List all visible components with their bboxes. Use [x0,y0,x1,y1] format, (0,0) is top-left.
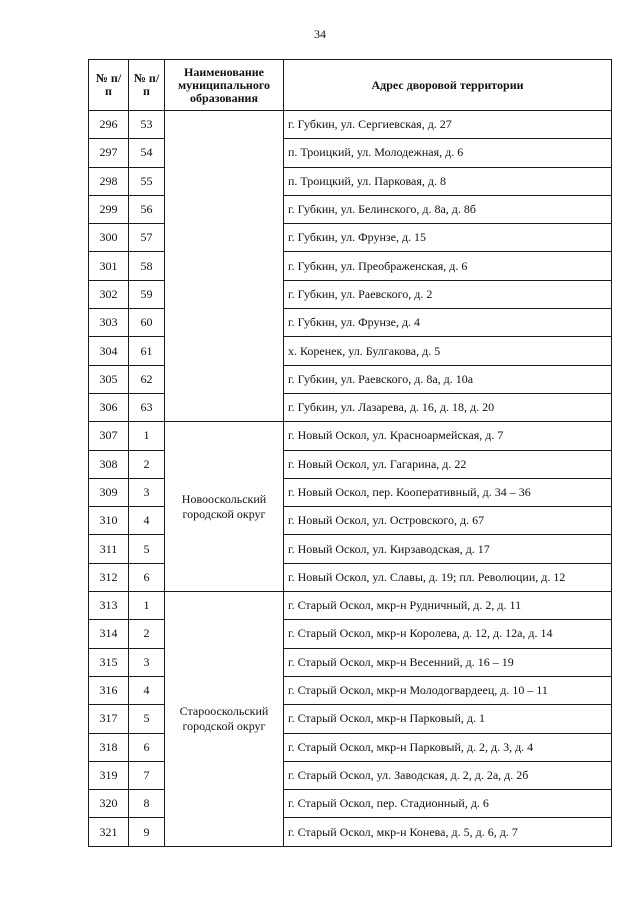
cell-num-overall: 303 [89,309,129,337]
cell-address: г. Новый Оскол, пер. Кооперативный, д. 34 – 36 [284,478,612,506]
cell-num-overall: 301 [89,252,129,280]
cell-num-local: 3 [129,478,165,506]
cell-num-local: 53 [129,111,165,139]
cell-address: г. Губкин, ул. Раевского, д. 8а, д. 10а [284,365,612,393]
cell-address: г. Старый Оскол, мкр-н Парковый, д. 2, д. 3, д. 4 [284,733,612,761]
cell-address: г. Старый Оскол, пер. Стадионный, д. 6 [284,790,612,818]
cell-address: г. Губкин, ул. Лазарева, д. 16, д. 18, д. 20 [284,393,612,421]
cell-num-overall: 321 [89,818,129,846]
cell-address: п. Троицкий, ул. Молодежная, д. 6 [284,139,612,167]
cell-num-overall: 317 [89,705,129,733]
cell-num-overall: 300 [89,224,129,252]
table-row [89,422,612,450]
cell-num-local: 1 [129,592,165,620]
cell-num-local: 61 [129,337,165,365]
cell-municipality: Новооскольский городской округ [165,422,284,592]
table-row [89,592,612,620]
cell-num-local: 63 [129,393,165,421]
cell-num-local: 5 [129,705,165,733]
cell-num-overall: 311 [89,535,129,563]
cell-address: г. Новый Оскол, ул. Славы, д. 19; пл. Революции, д. 12 [284,563,612,591]
cell-municipality: Старооскольский городской округ [165,592,284,847]
table-header-row [89,60,612,111]
cell-num-local: 54 [129,139,165,167]
table-row [89,111,612,139]
cell-address: г. Губкин, ул. Раевского, д. 2 [284,280,612,308]
cell-address: г. Старый Оскол, мкр-н Конева, д. 5, д. 6, д. 7 [284,818,612,846]
cell-num-overall: 307 [89,422,129,450]
cell-num-local: 6 [129,733,165,761]
cell-num-overall: 319 [89,761,129,789]
cell-num-overall: 296 [89,111,129,139]
cell-num-local: 60 [129,309,165,337]
cell-num-local: 59 [129,280,165,308]
cell-num-overall: 298 [89,167,129,195]
cell-num-overall: 306 [89,393,129,421]
cell-num-local: 5 [129,535,165,563]
cell-num-overall: 320 [89,790,129,818]
cell-num-overall: 299 [89,195,129,223]
cell-num-overall: 318 [89,733,129,761]
cell-num-local: 7 [129,761,165,789]
cell-address: г. Новый Оскол, ул. Островского, д. 67 [284,507,612,535]
cell-address: г. Новый Оскол, ул. Гагарина, д. 22 [284,450,612,478]
cell-num-overall: 314 [89,620,129,648]
table-body [89,111,612,847]
cell-address: г. Старый Оскол, мкр-н Рудничный, д. 2, д. 11 [284,592,612,620]
cell-num-local: 6 [129,563,165,591]
yard-territories-table [88,59,612,847]
header-num-overall: № п/п [89,60,129,111]
cell-num-local: 56 [129,195,165,223]
cell-num-local: 2 [129,620,165,648]
cell-num-local: 2 [129,450,165,478]
cell-num-local: 62 [129,365,165,393]
cell-address: г. Губкин, ул. Фрунзе, д. 4 [284,309,612,337]
cell-address: г. Губкин, ул. Преображенская, д. 6 [284,252,612,280]
cell-num-overall: 310 [89,507,129,535]
header-address: Адрес дворовой территории [284,60,612,111]
cell-address: г. Старый Оскол, мкр-н Королева, д. 12, д. 12а, д. 14 [284,620,612,648]
cell-num-overall: 302 [89,280,129,308]
cell-address: г. Новый Оскол, ул. Кирзаводская, д. 17 [284,535,612,563]
cell-address: г. Новый Оскол, ул. Красноармейская, д. 7 [284,422,612,450]
cell-num-overall: 312 [89,563,129,591]
cell-num-local: 57 [129,224,165,252]
cell-address: х. Коренек, ул. Булгакова, д. 5 [284,337,612,365]
cell-address: г. Губкин, ул. Белинского, д. 8а, д. 8б [284,195,612,223]
page-number: 34 [314,27,326,41]
cell-num-local: 58 [129,252,165,280]
cell-address: г. Старый Оскол, мкр-н Парковый, д. 1 [284,705,612,733]
cell-num-overall: 297 [89,139,129,167]
cell-num-local: 4 [129,676,165,704]
cell-num-overall: 304 [89,337,129,365]
cell-num-overall: 308 [89,450,129,478]
cell-address: г. Старый Оскол, ул. Заводская, д. 2, д. 2а, д. 2б [284,761,612,789]
cell-address: г. Губкин, ул. Фрунзе, д. 15 [284,224,612,252]
cell-address: г. Старый Оскол, мкр-н Молодогвардеец, д. 10 – 11 [284,676,612,704]
cell-num-local: 8 [129,790,165,818]
cell-address: п. Троицкий, ул. Парковая, д. 8 [284,167,612,195]
cell-num-local: 9 [129,818,165,846]
cell-num-overall: 313 [89,592,129,620]
cell-address: г. Губкин, ул. Сергиевская, д. 27 [284,111,612,139]
cell-address: г. Старый Оскол, мкр-н Весенний, д. 16 – 19 [284,648,612,676]
cell-num-local: 1 [129,422,165,450]
cell-num-local: 55 [129,167,165,195]
header-num-local: № п/п [129,60,165,111]
cell-municipality [165,111,284,422]
cell-num-overall: 315 [89,648,129,676]
cell-num-overall: 309 [89,478,129,506]
cell-num-local: 3 [129,648,165,676]
cell-num-overall: 305 [89,365,129,393]
cell-num-overall: 316 [89,676,129,704]
cell-num-local: 4 [129,507,165,535]
header-municipality: Наименование муниципального образования [165,60,284,111]
